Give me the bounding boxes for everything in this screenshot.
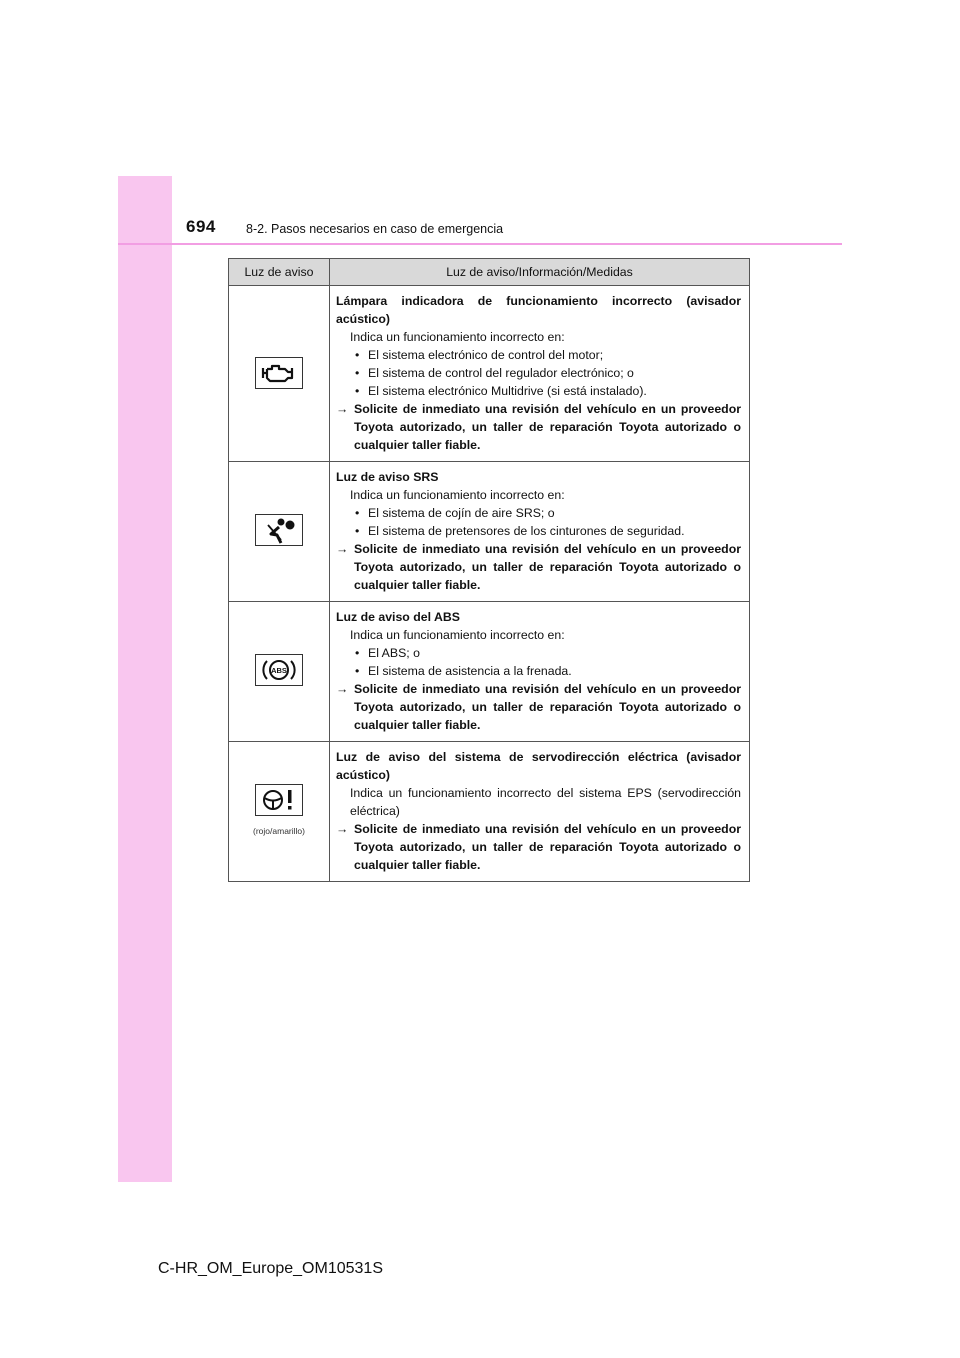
abs-icon [255, 654, 303, 686]
bullet-text: El sistema de asistencia a la frenada. [368, 664, 572, 678]
bullet-dot: • [355, 524, 360, 538]
action-instruction [336, 540, 741, 594]
arrow-icon: → [336, 542, 349, 556]
warning-light-cell [229, 286, 330, 462]
document-id: C-HR_OM_Europe_OM10531S [158, 1260, 383, 1277]
info-cell [330, 462, 750, 602]
bullet-item [336, 364, 741, 382]
warning-light-cell [229, 462, 330, 602]
bullet-text: El sistema electrónico de control del motor; [368, 348, 604, 362]
bullet-dot: • [355, 664, 360, 678]
table-row [229, 286, 750, 462]
warning-description: Indica un funcionamiento incorrecto del sistema EPS (servodirección eléctrica) [350, 786, 741, 818]
action-text: Solicite de inmediato una revisión del vehículo en un proveedor Toyota autorizado, un taller de reparación Toyota autorizado o cualquier taller fiable. [354, 682, 741, 732]
action-instruction [336, 400, 741, 454]
table-row [229, 742, 750, 882]
icon-color-note: (rojo/amarillo) [253, 825, 305, 836]
warning-description: Indica un funcionamiento incorrecto en: [350, 628, 565, 642]
table-row [229, 462, 750, 602]
column-header-warning-light: Luz de aviso [229, 259, 330, 286]
action-instruction [336, 820, 741, 874]
warning-description: Indica un funcionamiento incorrecto en: [350, 330, 565, 344]
warning-light-cell [229, 602, 330, 742]
warning-light-cell [229, 742, 330, 882]
bullet-text: El sistema de pretensores de los cinturones de seguridad. [368, 524, 685, 538]
bullet-dot: • [355, 646, 360, 660]
table-header-row [229, 259, 750, 286]
page-number: 694 [186, 217, 216, 236]
bullet-text: El sistema de cojín de aire SRS; o [368, 506, 555, 520]
arrow-icon: → [336, 822, 349, 836]
bullet-text: El sistema de control del regulador electrónico; o [368, 366, 634, 380]
warning-lights-table [228, 258, 750, 882]
bullet-text: El sistema electrónico Multidrive (si está instalado). [368, 384, 647, 398]
srs-airbag-icon [255, 514, 303, 546]
eps-steering-icon [255, 784, 303, 816]
bullet-item [336, 382, 741, 400]
header-divider [118, 243, 842, 245]
action-text: Solicite de inmediato una revisión del vehículo en un proveedor Toyota autorizado, un taller de reparación Toyota autorizado o cualquier taller fiable. [354, 542, 741, 592]
action-instruction [336, 680, 741, 734]
arrow-icon: → [336, 682, 349, 696]
bullet-item [336, 662, 741, 680]
section-title: 8-2. Pasos necesarios en caso de emergencia [246, 222, 504, 236]
bullet-item [336, 504, 741, 522]
bullet-item [336, 522, 741, 540]
bullet-dot: • [355, 366, 360, 380]
engine-check-icon [255, 357, 303, 389]
bullet-dot: • [355, 348, 360, 362]
info-cell [330, 742, 750, 882]
bullet-text: El ABS; o [368, 646, 420, 660]
action-text: Solicite de inmediato una revisión del vehículo en un proveedor Toyota autorizado, un taller de reparación Toyota autorizado o cualquier taller fiable. [354, 822, 741, 872]
bullet-item [336, 644, 741, 662]
table-row [229, 602, 750, 742]
column-header-info: Luz de aviso/Información/Medidas [330, 259, 750, 286]
warning-title: Lámpara indicadora de funcionamiento incorrecto (avisador acústico) [336, 294, 741, 326]
warning-title: Luz de aviso del sistema de servodirección eléctrica (avisador acústico) [336, 750, 741, 782]
bullet-dot: • [355, 384, 360, 398]
bullet-dot: • [355, 506, 360, 520]
side-color-band [118, 176, 172, 1182]
warning-description: Indica un funcionamiento incorrecto en: [350, 488, 565, 502]
info-cell [330, 286, 750, 462]
action-text: Solicite de inmediato una revisión del vehículo en un proveedor Toyota autorizado, un taller de reparación Toyota autorizado o cualquier taller fiable. [354, 402, 741, 452]
svg-text:ABS: ABS [271, 666, 287, 675]
info-cell [330, 602, 750, 742]
warning-title: Luz de aviso del ABS [336, 610, 460, 624]
bullet-item [336, 346, 741, 364]
warning-title: Luz de aviso SRS [336, 470, 439, 484]
arrow-icon: → [336, 402, 349, 416]
